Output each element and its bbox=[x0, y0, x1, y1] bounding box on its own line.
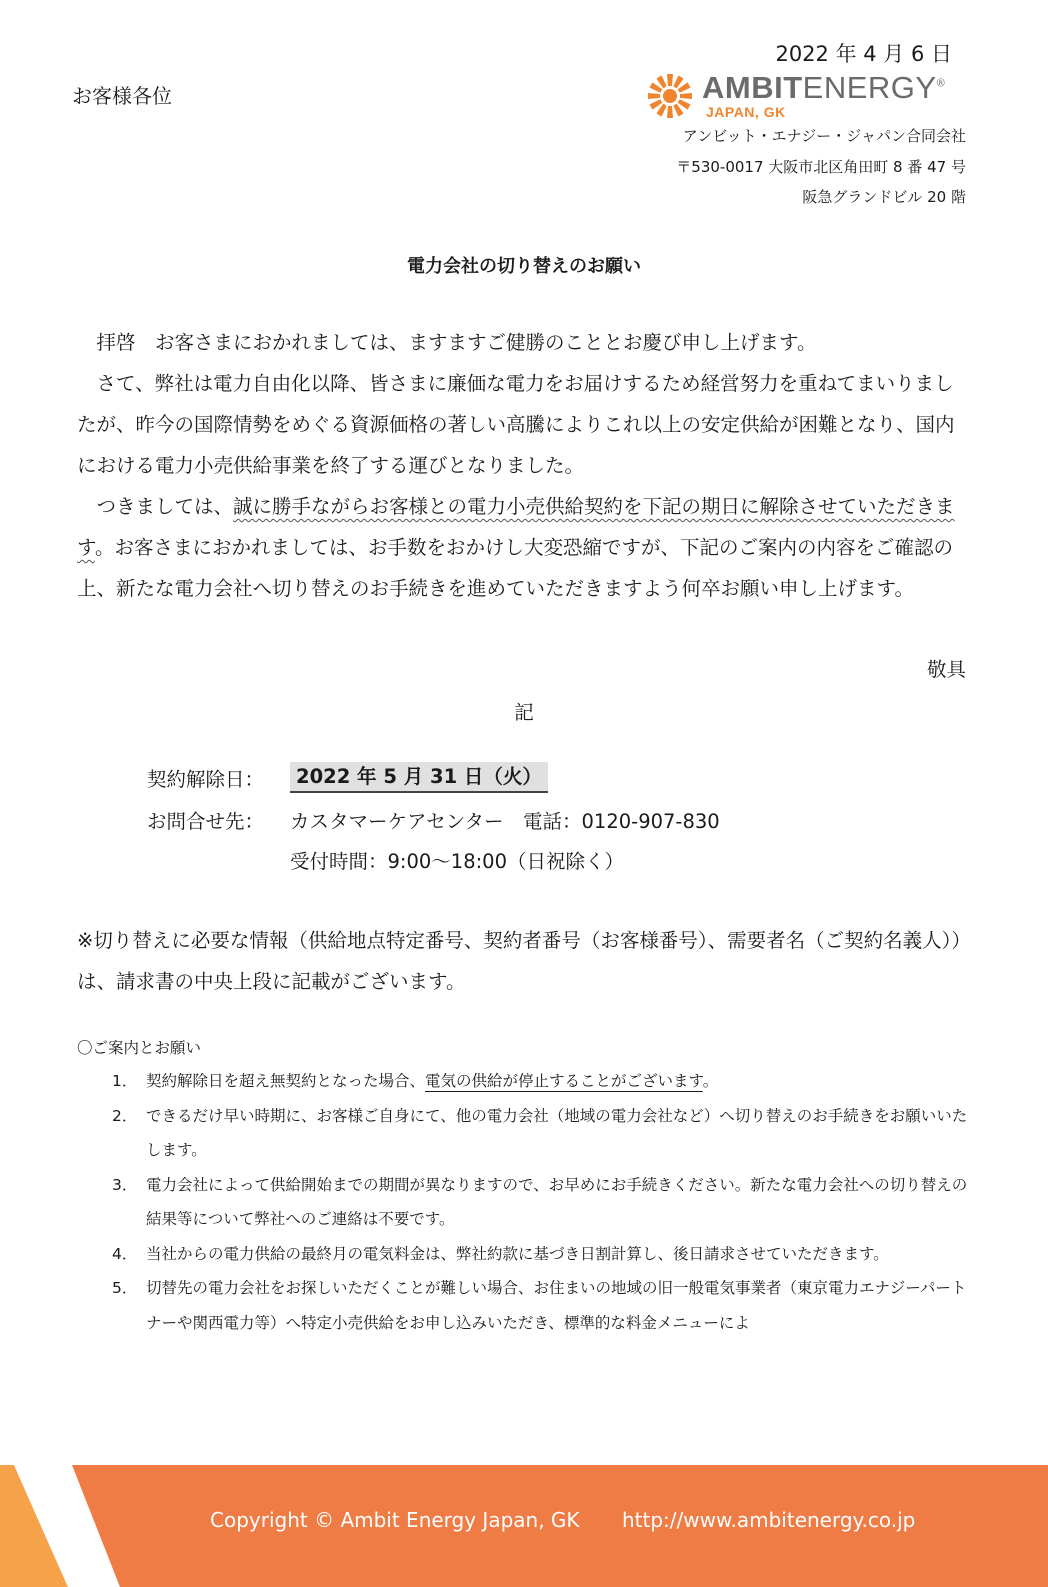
ki-heading: 記 bbox=[514, 701, 534, 724]
contact-value: カスタマーケアセンター 電話：0120-907-830 bbox=[290, 810, 720, 833]
guidance-list bbox=[112, 1064, 972, 1340]
closing-keigu: 敬具 bbox=[926, 658, 966, 681]
letter-body bbox=[77, 322, 957, 609]
ambit-sun-logo-icon bbox=[646, 72, 694, 120]
company-name: アンビット・エナジー・ジャパン合同会社 bbox=[682, 127, 966, 145]
letter-title: 電力会社の切り替えのお願い bbox=[407, 256, 641, 277]
list-item: 3． 電力会社によって供給開始までの期間が異なりますので、お早めにお手続きください。新たな電力会社への切り替えの結果等について弊社へのご連絡は不要です。 bbox=[112, 1175, 968, 1228]
logo-subtitle: JAPAN, GK bbox=[706, 104, 786, 120]
list-item: 4． 当社からの電力供給の最終月の電気料金は、弊社約款に基づき日割計算し、後日請求させていただきます。 bbox=[112, 1244, 889, 1263]
paragraph-announcement: さて、弊社は電力自由化以降、皆さまに廉価な電力をお届けするため経営努力を重ねてまいりましたが、昨今の国際情勢をめぐる資源価格の著しい高騰によりこれ以上の安定供給が困難となり、国内における電力小売供給事業を終了する運びとなりました。 bbox=[77, 372, 955, 477]
guidance-heading: 〇ご案内とお願い bbox=[77, 1039, 202, 1057]
company-address-line1: 〒530-0017 大阪市北区角田町 8 番 47 号 bbox=[676, 158, 966, 176]
footer-copyright: Copyright © Ambit Energy Japan, GK bbox=[210, 1508, 580, 1532]
list-item: 2． できるだけ早い時期に、お客様ご自身にて、他の電力会社（地域の電力会社など）へ切り替えのお手続きをお願いいたします。 bbox=[112, 1106, 968, 1159]
paragraph-request: つきましては、誠に勝手ながらお客様との電力小売供給契約を下記の期日に解除させていただきます。お客さまにおかれましては、お手数をおかけし大変恐縮ですが、下記のご案内の内容をご確認の上、新たな電力会社へ切り替えのお手続きを進めていただきますよう何卒お願い申し上げます。 bbox=[77, 495, 955, 600]
paragraph-greeting: 拝啓 お客さまにおかれましては、ますますご健勝のこととお慶び申し上げます。 bbox=[96, 331, 817, 354]
letter-date: 2022 年 4 月 6 日 bbox=[775, 42, 952, 66]
termination-date: 2022 年 5 月 31 日（火） bbox=[290, 761, 548, 789]
supply-stop-warning: 電気の供給が停止することがございます bbox=[425, 1072, 703, 1090]
contact-label: お問合せ先： bbox=[147, 810, 265, 833]
contact-hours: 受付時間：9:00～18:00（日祝除く） bbox=[290, 850, 624, 873]
list-item: 1． 契約解除日を超え無契約となった場合、電気の供給が停止することがございます。 bbox=[112, 1072, 719, 1090]
termination-label: 契約解除日： bbox=[147, 768, 265, 791]
list-item: 5． 切替先の電力会社をお探しいただくことが難しい場合、お住まいの地域の旧一般電気事業者（東京電力エナジーパートナーや関西電力等）へ特定小売供給をお申し込みいただき、標準的な料金メニューによ bbox=[112, 1279, 967, 1332]
termination-statement: 誠に勝手ながらお客様との電力小売供給契約を下記の期日に解除させていただきます bbox=[77, 495, 955, 559]
company-address-line2: 阪急グランドビル 20 階 bbox=[802, 188, 966, 206]
footer-url-link[interactable]: http://www.ambitenergy.co.jp bbox=[622, 1508, 916, 1532]
info-note: ※切り替えに必要な情報（供給地点特定番号、契約者番号（お客様番号）、需要者名（ご契約名義人））は、請求書の中央上段に記載がございます。 bbox=[77, 929, 971, 993]
recipient: お客様各位 bbox=[72, 84, 172, 108]
logo-wordmark: AMBITENERGY® bbox=[702, 70, 946, 105]
